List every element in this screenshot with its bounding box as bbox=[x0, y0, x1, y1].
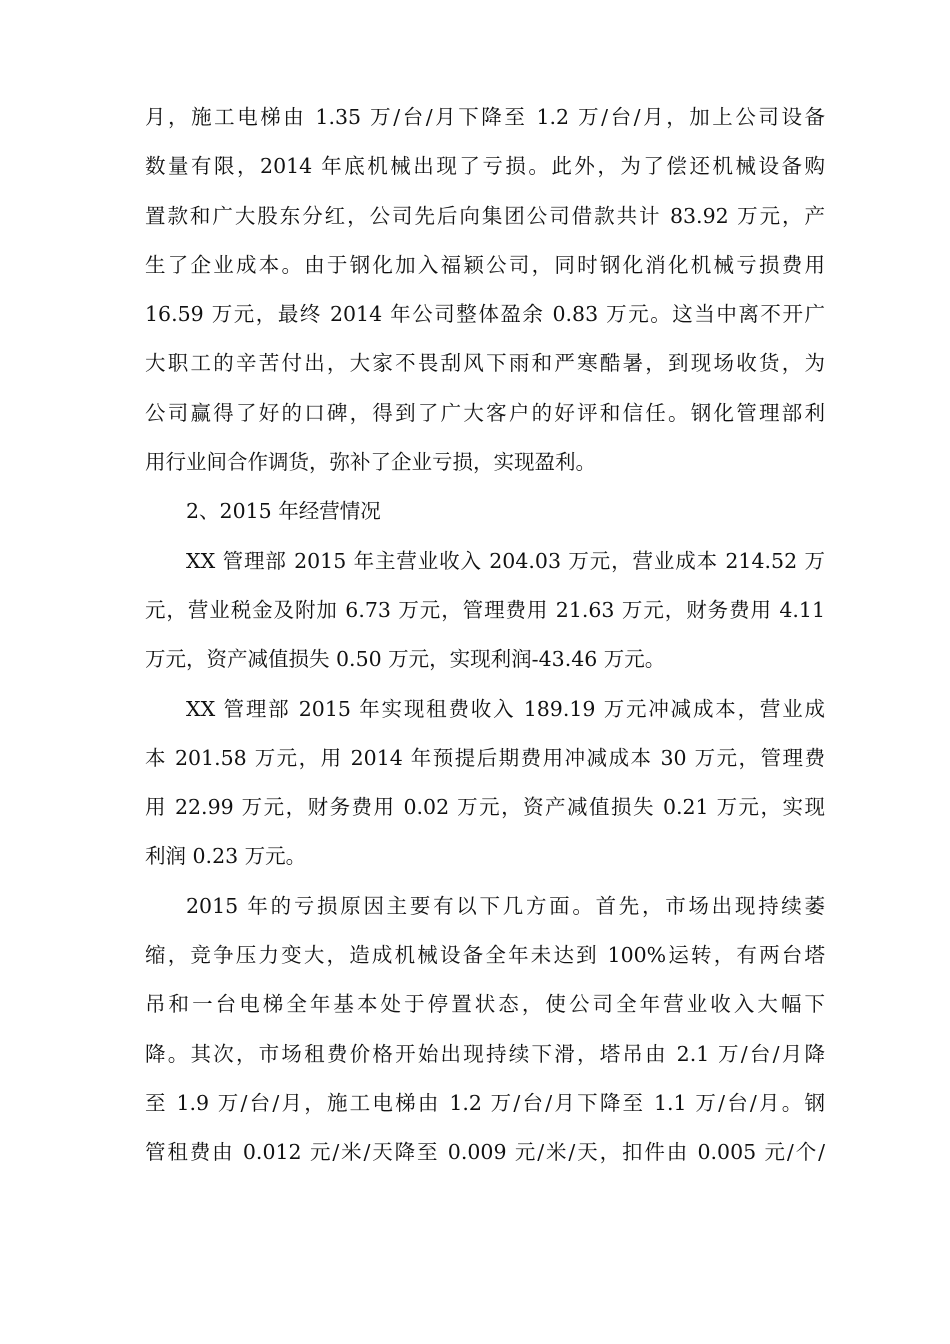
text-line: 吊和一台电梯全年基本处于停置状态，使公司全年营业收入大幅下 bbox=[145, 992, 825, 1017]
text-line: 生了企业成本。由于钢化加入福颖公司，同时钢化消化机械亏损费用 bbox=[145, 252, 825, 277]
text-line: 用行业间合作调货，弥补了企业亏损，实现盈利。 bbox=[145, 450, 596, 475]
text-line: 本 201.58 万元，用 2014 年预提后期费用冲减成本 30 万元，管理费 bbox=[145, 745, 825, 770]
text-line: 利润 0.23 万元。 bbox=[145, 844, 307, 869]
text-line: XX 管理部 2015 年实现租费收入 189.19 万元冲减成本，营业成 bbox=[186, 696, 825, 721]
text-line: 至 1.9 万/台/月，施工电梯由 1.2 万/台/月下降至 1.1 万/台/月。钢 bbox=[145, 1090, 825, 1115]
text-line: 管租费由 0.012 元/米/天降至 0.009 元/米/天，扣件由 0.005 元/个/ bbox=[145, 1140, 825, 1165]
text-line: 16.59 万元，最终 2014 年公司整体盈余 0.83 万元。这当中离不开广 bbox=[145, 302, 825, 327]
text-line: 月，施工电梯由 1.35 万/台/月下降至 1.2 万/台/月，加上公司设备 bbox=[145, 105, 825, 129]
text-line: 降。其次，市场租费价格开始出现持续下滑，塔吊由 2.1 万/台/月降 bbox=[145, 1041, 825, 1066]
text-line: XX 管理部 2015 年主营业收入 204.03 万元，营业成本 214.52 万 bbox=[186, 548, 825, 573]
text-line: 2、2015 年经营情况 bbox=[186, 499, 381, 524]
text-line: 缩，竞争压力变大，造成机械设备全年未达到 100%运转，有两台塔 bbox=[145, 943, 825, 968]
text-line: 用 22.99 万元，财务费用 0.02 万元，资产减值损失 0.21 万元，实现 bbox=[145, 795, 825, 820]
text-line: 数量有限，2014 年底机械出现了亏损。此外，为了偿还机械设备购 bbox=[145, 154, 825, 179]
text-line: 2015 年的亏损原因主要有以下几方面。首先，市场出现持续萎 bbox=[186, 893, 825, 918]
text-line: 置款和广大股东分红，公司先后向集团公司借款共计 83.92 万元，产 bbox=[145, 203, 825, 228]
text-line: 万元，资产减值损失 0.50 万元，实现利润-43.46 万元。 bbox=[145, 647, 666, 672]
document-body bbox=[145, 93, 825, 1178]
text-line: 大职工的辛苦付出，大家不畏刮风下雨和严寒酷暑，到现场收货，为 bbox=[145, 351, 825, 376]
text-line: 公司赢得了好的口碑，得到了广大客户的好评和信任。钢化管理部利 bbox=[145, 400, 825, 425]
text-line: 元，营业税金及附加 6.73 万元，管理费用 21.63 万元，财务费用 4.11 bbox=[145, 597, 825, 622]
